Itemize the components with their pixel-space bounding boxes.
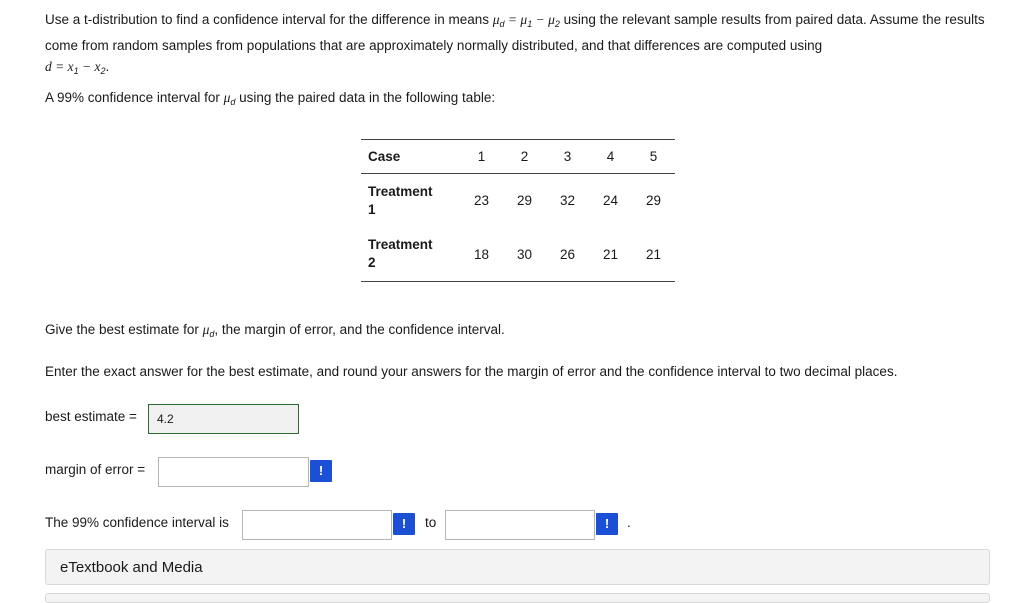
next-panel[interactable] — [45, 593, 990, 603]
paired-data-table — [361, 139, 675, 282]
table-cell: 29 — [645, 193, 662, 209]
row-label: Treatment 2 — [368, 237, 433, 271]
question-intro: Use a t-distribution to find a confidence interval for the difference in means $\mu_d = \mu_1 - \mu_2$ using the relevant sample results from paired data. Assume the results come from random samples from populations that are approximately normally distributed, and that differences are computed using $d = x_1 - x_2$. — [45, 12, 985, 76]
table-cell: 24 — [602, 193, 619, 209]
to-label: to — [425, 515, 437, 530]
alert-icon[interactable]: ! — [393, 513, 415, 535]
etextbook-panel[interactable] — [45, 549, 990, 585]
rounding-instruction: Enter the exact answer for the best estimate, and round your answers for the margin of error and the confidence interval to two decimal places. — [45, 364, 898, 379]
table-cell: 23 — [473, 193, 490, 209]
case-header: 4 — [606, 149, 615, 164]
table-cell: 32 — [559, 193, 576, 209]
table-cell: 29 — [516, 193, 533, 209]
case-header: 1 — [477, 149, 486, 164]
interval-label: The 99% confidence interval is — [45, 515, 229, 530]
case-header: 5 — [649, 149, 658, 164]
table-row — [361, 228, 675, 282]
table-cell: 18 — [473, 246, 490, 262]
period: . — [627, 515, 631, 530]
etextbook-label: eTextbook and Media — [60, 559, 203, 576]
alert-icon[interactable]: ! — [310, 460, 332, 482]
best-estimate-value: 4.2 — [157, 412, 174, 426]
margin-of-error-label: margin of error = — [45, 462, 146, 477]
interval-lower-input[interactable] — [242, 510, 392, 540]
table-cell: 30 — [516, 246, 533, 262]
interval-upper-input[interactable] — [445, 510, 595, 540]
table-cell: 21 — [602, 246, 619, 262]
give-instruction: Give the best estimate for $\mu_d$, the margin of error, and the confidence interval. — [45, 322, 505, 339]
best-estimate-input[interactable] — [148, 404, 299, 434]
case-header: 2 — [520, 149, 529, 164]
table-cell: 21 — [645, 246, 662, 262]
table-header-label: Case — [368, 149, 401, 164]
best-estimate-label: best estimate = — [45, 409, 137, 424]
ci-instruction: A 99% confidence interval for $\mu_d$ using the paired data in the following table: — [45, 90, 496, 107]
alert-icon[interactable]: ! — [596, 513, 618, 535]
table-cell: 26 — [559, 246, 576, 262]
case-header: 3 — [563, 149, 572, 164]
row-label: Treatment 1 — [368, 183, 433, 217]
table-header-row — [361, 140, 675, 174]
margin-of-error-input[interactable] — [158, 457, 309, 487]
table-row — [361, 174, 675, 228]
